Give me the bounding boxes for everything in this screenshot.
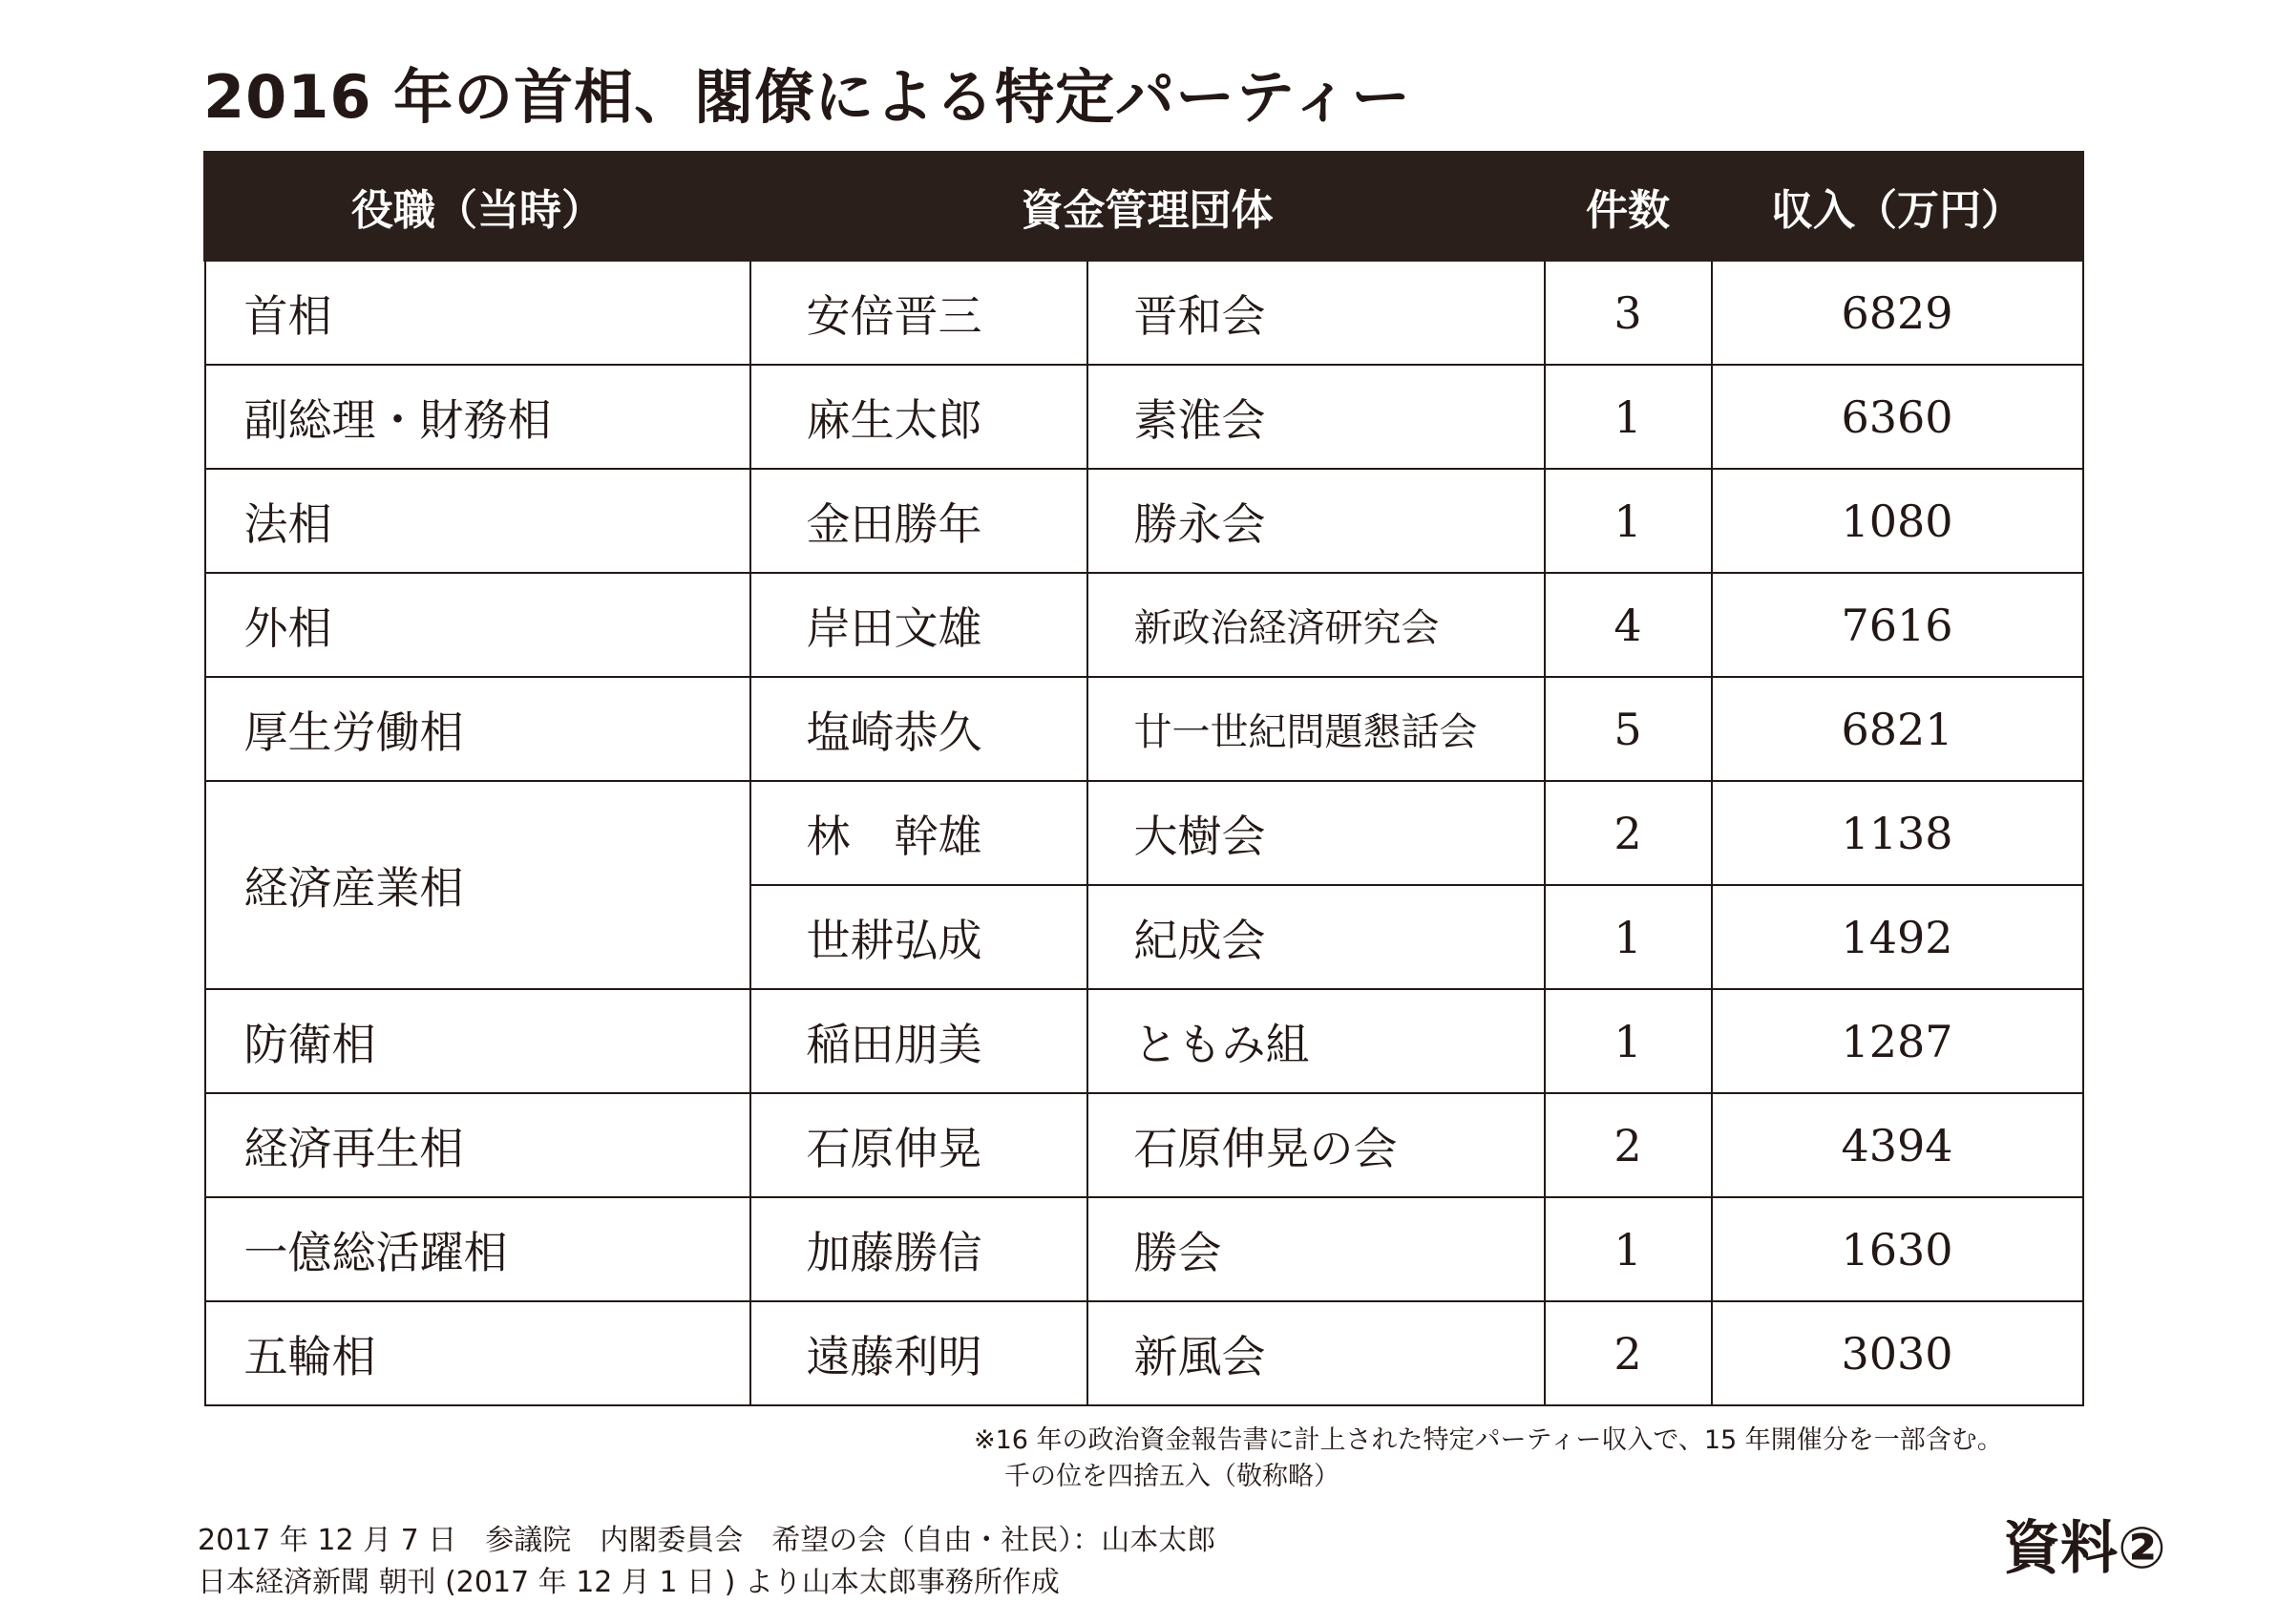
role-cell: 外相 [205,573,750,677]
footnote [974,1423,2003,1495]
income-cell: 1287 [1712,989,2083,1093]
income-cell: 7616 [1712,573,2083,677]
count-cell: 2 [1545,1093,1712,1197]
role-cell: 経済産業相 [205,781,750,989]
person-cell: 稲田朋美 [750,989,1087,1093]
count-cell: 4 [1545,573,1712,677]
table-header-row [205,153,2083,261]
table-row [205,1093,2083,1197]
org-cell: 勝永会 [1087,469,1545,573]
role-cell: 副総理・財務相 [205,365,750,469]
org-cell: 大樹会 [1087,781,1545,885]
org-cell: 石原伸晃の会 [1087,1093,1545,1197]
person-cell: 遠藤利明 [750,1301,1087,1405]
header-role: 役職（当時） [205,153,750,261]
table-row [205,261,2083,366]
income-cell: 1138 [1712,781,2083,885]
income-cell: 3030 [1712,1301,2083,1405]
table-row [205,365,2083,469]
count-cell: 1 [1545,885,1712,989]
count-cell: 1 [1545,469,1712,573]
org-cell: 勝会 [1087,1197,1545,1301]
count-cell: 2 [1545,781,1712,885]
party-income-table [203,151,2084,1406]
table-row [205,677,2083,781]
page-title: 2016 年の首相、閣僚による特定パーティー [203,62,1412,132]
person-cell: 加藤勝信 [750,1197,1087,1301]
income-cell: 1080 [1712,469,2083,573]
source-line-1: 2017 年 12 月 7 日 参議院 内閣委員会 希望の会（自由・社民）：山本太郎 [198,1524,1216,1557]
header-income: 収入（万円） [1712,153,2083,261]
person-cell: 金田勝年 [750,469,1087,573]
org-cell: 新風会 [1087,1301,1545,1405]
org-cell: 晋和会 [1087,261,1545,366]
role-cell: 首相 [205,261,750,366]
person-cell: 石原伸晃 [750,1093,1087,1197]
table-row [205,469,2083,573]
org-cell: 素淮会 [1087,365,1545,469]
count-cell: 5 [1545,677,1712,781]
role-cell: 五輪相 [205,1301,750,1405]
header-org: 資金管理団体 [750,153,1545,261]
footnote-line-2: 千の位を四捨五入（敬称略） [1004,1462,1339,1491]
role-cell: 一億総活躍相 [205,1197,750,1301]
table-row [205,573,2083,677]
document-label: 資料② [2003,1515,2166,1582]
count-cell: 2 [1545,1301,1712,1405]
table-row [205,781,2083,885]
header-count: 件数 [1545,153,1712,261]
person-cell: 世耕弘成 [750,885,1087,989]
role-cell: 防衛相 [205,989,750,1093]
table-row [205,1301,2083,1405]
org-cell: ともみ組 [1087,989,1545,1093]
count-cell: 1 [1545,1197,1712,1301]
count-cell: 1 [1545,365,1712,469]
income-cell: 6360 [1712,365,2083,469]
income-cell: 1630 [1712,1197,2083,1301]
table-row [205,989,2083,1093]
person-cell: 林 幹雄 [750,781,1087,885]
role-cell: 法相 [205,469,750,573]
income-cell: 1492 [1712,885,2083,989]
footnote-line-1: ※16 年の政治資金報告書に計上された特定パーティー収入で、15 年開催分を一部含む。 [974,1425,2003,1455]
org-cell: 新政治経済研究会 [1087,573,1545,677]
table-row [205,1197,2083,1301]
person-cell: 塩崎恭久 [750,677,1087,781]
org-cell: 廿一世紀問題懇話会 [1087,677,1545,781]
income-cell: 6821 [1712,677,2083,781]
source-line-2: 日本経済新聞 朝刊 (2017 年 12 月 1 日 ) より山本太郎事務所作成 [198,1566,1060,1599]
org-cell: 紀成会 [1087,885,1545,989]
income-cell: 6829 [1712,261,2083,366]
source-credit [198,1520,1215,1604]
person-cell: 安倍晋三 [750,261,1087,366]
role-cell: 経済再生相 [205,1093,750,1197]
role-cell: 厚生労働相 [205,677,750,781]
person-cell: 岸田文雄 [750,573,1087,677]
count-cell: 1 [1545,989,1712,1093]
income-cell: 4394 [1712,1093,2083,1197]
person-cell: 麻生太郎 [750,365,1087,469]
count-cell: 3 [1545,261,1712,366]
